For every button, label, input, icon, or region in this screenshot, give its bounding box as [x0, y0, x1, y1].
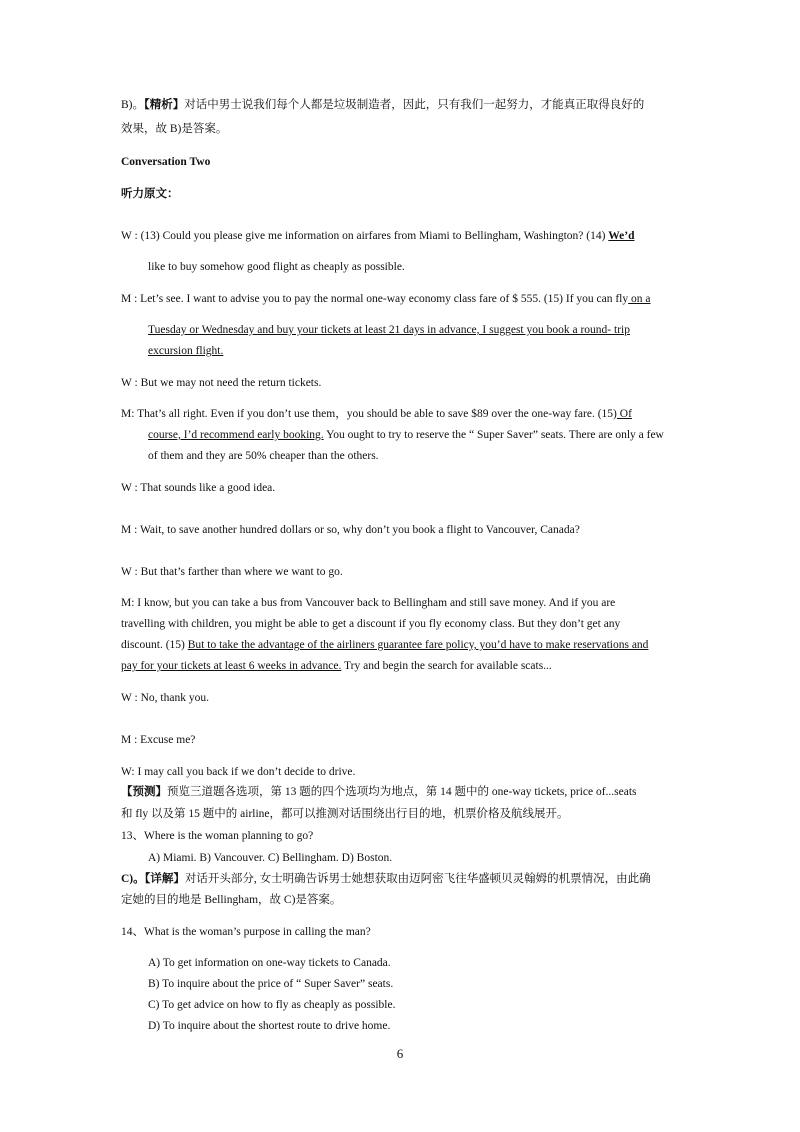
- dialogue-m-2-cont-2: of them and they are 50% cheaper than the others.: [148, 450, 379, 462]
- dialogue-m-4: M: I know, but you can take a bus from Vancouver back to Bellingham and still save money. And if you are: [121, 597, 616, 609]
- conversation-title: Conversation Two: [121, 156, 211, 168]
- dialogue-m-3: M : Wait, to save another hundred dollars or so, why don’t you book a flight to Vancouver, Canada?: [121, 524, 580, 536]
- dialogue-m-2: M: That’s all right. Even if you don’t use them，you should be able to save $89 over the one-way fare. (15) Of: [121, 408, 632, 420]
- question-14-option-d: D) To inquire about the shortest route to drive home.: [148, 1020, 391, 1032]
- dialogue-w-6: W: I may call you back if we don’t decide to drive.: [121, 766, 356, 778]
- dialogue-m-4-cont-3: pay for your tickets at least 6 weeks in advance. Try and begin the search for available scats...: [121, 660, 552, 672]
- dialogue-m-1-cont-2: excursion flight.: [148, 345, 224, 357]
- dialogue-m-2-cont-1: course, I’d recommend early booking. You ought to try to reserve the “ Super Saver” seats. There are only a few: [148, 429, 664, 441]
- dialogue-m-4-cont-2: discount. (15) But to take the advantage of the airliners guarantee fare policy, you’d have to make reservations and: [121, 639, 649, 651]
- prediction-line-1: 【预测】预览三道题各选项，第 13 题的四个选项均为地点，第 14 题中的 one-way tickets, price of...seats: [121, 786, 637, 798]
- page-number: 6: [396, 1046, 404, 1061]
- dialogue-w-1: W : (13) Could you please give me information on airfares from Miami to Bellingham, Washington? (14) We’d: [121, 230, 635, 242]
- analysis-line-2: 效果，故 B)是答案。: [121, 123, 228, 135]
- dialogue-m-5: M : Excuse me?: [121, 734, 196, 746]
- dialogue-m-4-cont-1: travelling with children, you might be able to get a discount if you fly economy class. But they don’t get any: [121, 618, 621, 630]
- dialogue-w-5: W : No, thank you.: [121, 692, 209, 704]
- question-13-answer-1: C)。【详解】对话开头部分, 女士明确告诉男士她想获取由迈阿密飞往华盛顿贝灵翰姆的机票情况，由此确: [121, 873, 651, 885]
- question-14: 14、What is the woman’s purpose in calling the man?: [121, 926, 371, 938]
- question-13-answer-2: 定她的目的地是 Bellingham，故 C)是答案。: [121, 894, 342, 906]
- question-14-option-b: B) To inquire about the price of “ Super Saver” seats.: [148, 978, 394, 990]
- dialogue-m-1: M : Let’s see. I want to advise you to pay the normal one-way economy class fare of $ 555. (15) If you can fly on a: [121, 293, 651, 305]
- listening-label: 听力原文：: [121, 188, 179, 200]
- dialogue-w-1-cont: like to buy somehow good flight as cheaply as possible.: [148, 261, 405, 273]
- question-13: 13、Where is the woman planning to go?: [121, 830, 314, 842]
- question-14-option-a: A) To get information on one-way tickets to Canada.: [148, 957, 391, 969]
- dialogue-w-2: W : But we may not need the return tickets.: [121, 377, 322, 389]
- question-14-option-c: C) To get advice on how to fly as cheaply as possible.: [148, 999, 396, 1011]
- prediction-line-2: 和 fly 以及第 15 题中的 airline，都可以推测对话围绕出行目的地，机票价格及航线展开。: [121, 808, 569, 820]
- dialogue-w-3: W : That sounds like a good idea.: [121, 482, 276, 494]
- analysis-line-1: B)。【精析】对话中男士说我们每个人都是垃圾制造者，因此，只有我们一起努力，才能真正取得良好的: [121, 99, 645, 111]
- question-13-options: A) Miami. B) Vancouver. C) Bellingham. D) Boston.: [148, 852, 393, 864]
- dialogue-w-4: W : But that’s farther than where we want to go.: [121, 566, 343, 578]
- dialogue-m-1-cont-1: Tuesday or Wednesday and buy your tickets at least 21 days in advance, I suggest you book a round- trip: [148, 324, 630, 336]
